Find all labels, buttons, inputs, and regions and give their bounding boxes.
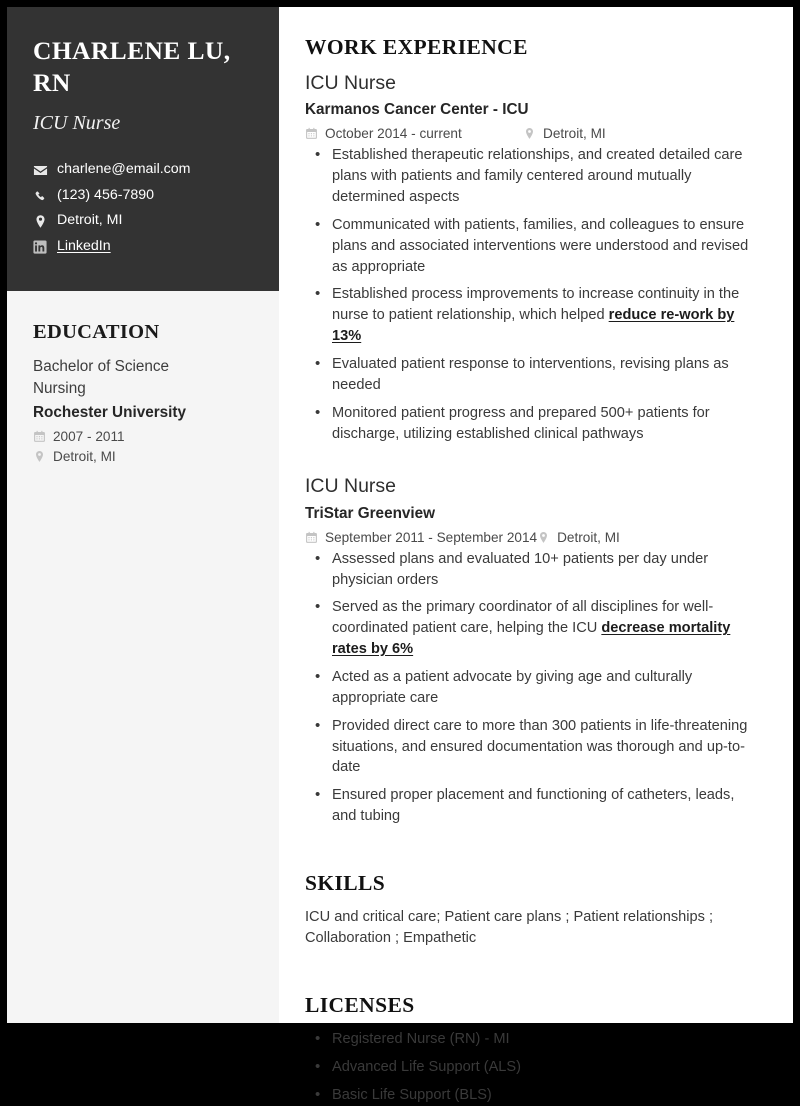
bullet-item: • Established process improvements to increase continuity in the nurse to patient relationship, which helped reduce re-work by 13% — [305, 284, 761, 347]
contact-phone[interactable] — [33, 188, 253, 204]
bullet-item: • Communicated with patients, families, and colleagues to ensure plans and associated interventions were understood and revised as appropriate — [305, 215, 761, 278]
map-pin-icon — [523, 127, 540, 140]
skills-heading: SKILLS — [305, 870, 386, 895]
job-bullets — [305, 145, 761, 444]
job-meta — [305, 126, 761, 141]
license-item: • Advanced Life Support (ALS) — [305, 1057, 761, 1078]
skills-text: ICU and critical care; Patient care plans ; Patient relationships ; Collaboration ; Empathetic — [305, 908, 714, 947]
identity-block — [7, 7, 279, 291]
education-heading: EDUCATION — [33, 320, 160, 343]
work-experience-heading: WORK EXPERIENCE — [305, 35, 528, 59]
job-location — [537, 530, 620, 545]
education-dates — [33, 429, 253, 444]
contact-email[interactable] — [33, 162, 253, 178]
job-location-text: Detroit, MI — [557, 529, 620, 545]
bullet-item: • Established therapeutic relationships, and created detailed care plans with patients and family centered around mutually determined aspects — [305, 145, 761, 208]
licenses-heading: LICENSES — [305, 993, 415, 1018]
map-pin-icon — [537, 531, 554, 544]
linkedin-icon — [33, 240, 53, 254]
job-entry — [305, 71, 761, 444]
job-company: TriStar Greenview — [305, 504, 436, 522]
bullet-item: • Monitored patient progress and prepared 500+ patients for discharge, utilizing established clinical pathways — [305, 403, 761, 445]
contact-phone-text: (123) 456-7890 — [57, 186, 155, 203]
education-school: Rochester University — [33, 404, 187, 422]
phone-icon — [33, 188, 53, 203]
job-dates-text: September 2011 - September 2014 — [325, 529, 538, 545]
education-degree: Bachelor of Science — [33, 357, 170, 375]
license-item: • Registered Nurse (RN) - MI — [305, 1029, 761, 1050]
job-dates-text: October 2014 - current — [325, 126, 462, 142]
bullet-emphasis: decrease mortality rates by 6% — [332, 620, 731, 658]
contact-location — [33, 213, 253, 229]
candidate-title: ICU Nurse — [33, 112, 121, 135]
candidate-name: CHARLENE LU, RN — [33, 36, 231, 98]
bullet-item: • Ensured proper placement and functioning of catheters, leads, and tubing — [305, 785, 761, 827]
job-company: Karmanos Cancer Center - ICU — [305, 101, 529, 119]
contact-linkedin[interactable] — [33, 239, 253, 255]
calendar-icon — [33, 430, 50, 443]
job-dates — [305, 530, 537, 545]
contact-location-text: Detroit, MI — [57, 212, 123, 229]
job-meta — [305, 530, 761, 545]
bullet-item: • Acted as a patient advocate by giving age and culturally appropriate care — [305, 667, 761, 709]
education-section — [7, 291, 279, 485]
job-entry — [305, 474, 761, 827]
calendar-icon — [305, 127, 322, 140]
education-field: Nursing — [33, 379, 86, 397]
main-content — [279, 7, 793, 1104]
contact-linkedin-text[interactable]: LinkedIn — [57, 238, 111, 255]
bullet-item: • Evaluated patient response to interventions, revising plans as needed — [305, 354, 761, 396]
licenses-section — [305, 993, 761, 1106]
contact-email-text: charlene@email.com — [57, 161, 191, 178]
education-location-text: Detroit, MI — [53, 449, 116, 465]
resume-sheet — [7, 7, 793, 1104]
map-pin-icon — [33, 450, 50, 463]
bullet-item: • Assessed plans and evaluated 10+ patients per day under physician orders — [305, 549, 761, 591]
bullet-item: • Provided direct care to more than 300 patients in life-threatening situations, and ensured documentation was thorough and up-to-date — [305, 716, 761, 779]
licenses-list — [305, 1029, 761, 1106]
job-location-text: Detroit, MI — [543, 126, 606, 142]
job-location — [523, 126, 606, 141]
contact-list — [33, 162, 253, 254]
job-bullets — [305, 549, 761, 827]
education-dates-text: 2007 - 2011 — [53, 429, 125, 445]
bullet-emphasis: reduce re-work by 13% — [332, 307, 735, 345]
sidebar — [7, 7, 279, 1023]
calendar-icon — [305, 531, 322, 544]
education-location — [33, 449, 253, 464]
job-role: ICU Nurse — [305, 475, 397, 498]
job-dates — [305, 126, 523, 141]
job-role: ICU Nurse — [305, 72, 397, 94]
envelope-icon — [33, 163, 53, 178]
license-item: • Basic Life Support (BLS) — [305, 1085, 761, 1106]
skills-section — [305, 871, 761, 949]
map-pin-icon — [33, 214, 53, 229]
bullet-item: • Served as the primary coordinator of all disciplines for well-coordinated patient care, helping the ICU decrease mortality rates by 6% — [305, 597, 761, 660]
